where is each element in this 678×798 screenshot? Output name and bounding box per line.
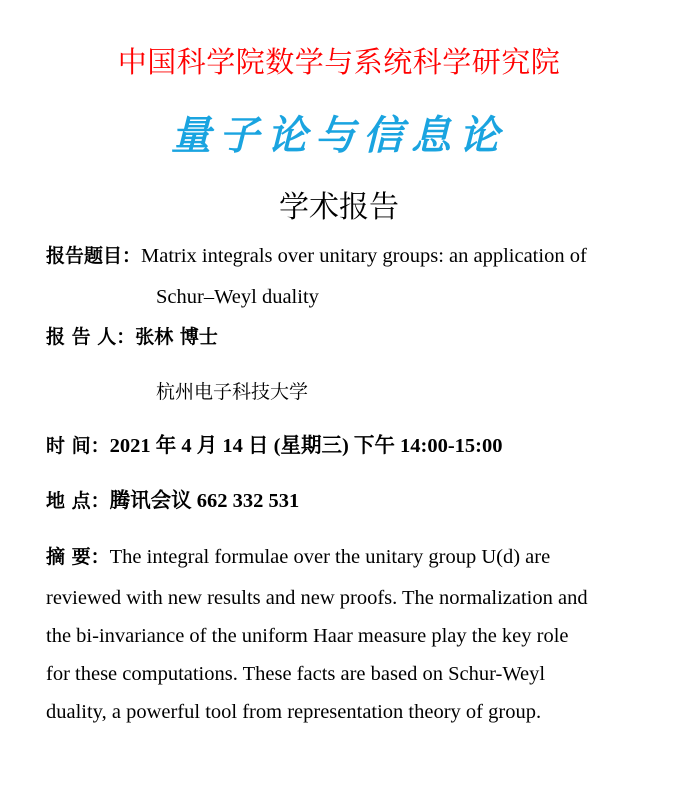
abstract-line-2: reviewed with new results and new proofs. The normalization and xyxy=(46,587,588,609)
time-label: 时 间： xyxy=(46,435,110,457)
title-row xyxy=(46,244,587,268)
abstract-line-4: for these computations. These facts are based on Schur-Weyl xyxy=(46,663,546,685)
abstract-line-1: The integral formulae over the unitary group U(d) are xyxy=(109,546,551,568)
talk-title-line-1: Matrix integrals over unitary groups: an application of xyxy=(141,245,587,267)
abstract-line-5: duality, a powerful tool from representation theory of group. xyxy=(46,701,542,723)
speaker-label: 报 告 人： xyxy=(46,326,136,348)
report-type-heading: 学术报告 xyxy=(279,190,399,225)
time-row xyxy=(46,434,503,458)
speaker-row xyxy=(46,325,218,349)
meeting-venue: 腾讯会议 662 332 531 xyxy=(109,490,300,512)
seminar-series-title: 量子论与信息论 xyxy=(171,113,507,159)
speaker-affiliation: 杭州电子科技大学 xyxy=(156,381,309,403)
talk-title-line-2: Schur–Weyl duality xyxy=(156,286,319,308)
institute-name: 中国科学院数学与系统科学研究院 xyxy=(117,45,561,79)
affiliation-row xyxy=(156,380,308,404)
abstract-label: 摘 要： xyxy=(46,546,110,568)
speaker-name: 张林 博士 xyxy=(135,326,218,348)
location-row xyxy=(46,489,299,513)
abstract-row xyxy=(46,545,550,569)
location-label: 地 点： xyxy=(46,490,110,512)
title-label: 报告题目： xyxy=(46,245,142,267)
abstract-line-3: the bi-invariance of the uniform Haar measure play the key role xyxy=(46,625,569,647)
talk-date-time: 2021 年 4 月 14 日 (星期三) 下午 14:00-15:00 xyxy=(109,435,503,457)
title-row-continued xyxy=(156,285,319,309)
